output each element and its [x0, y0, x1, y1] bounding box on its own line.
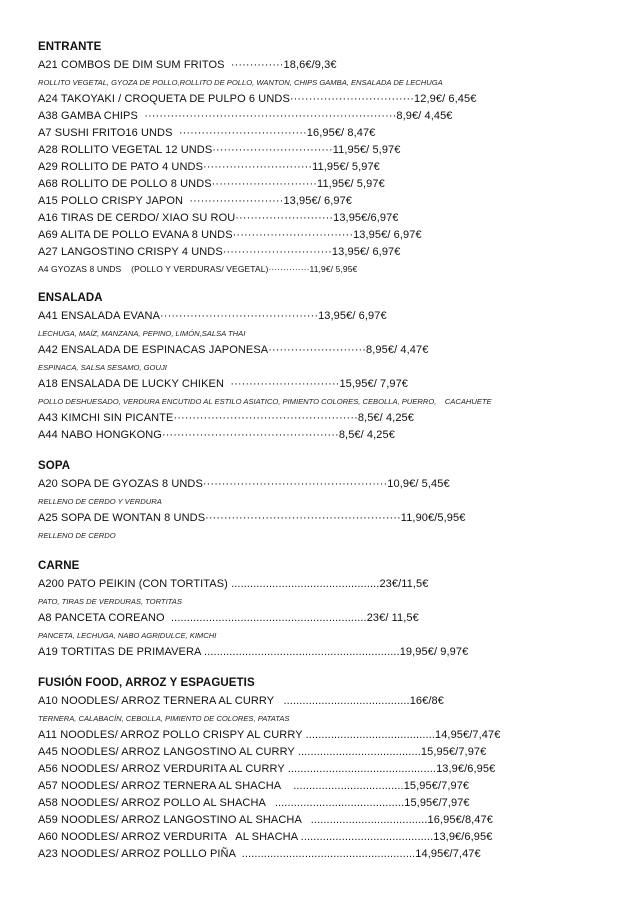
menu-item: A29 ROLLITO DE PATO 4 UNDS·····························11,95€/ 5,97€ — [38, 161, 380, 173]
menu-item: A25 SOPA DE WONTAN 8 UNDS····················································11,90€/5,95€ — [38, 512, 466, 524]
menu-item: A69 ALITA DE POLLO EVANA 8 UNDS································13,95€/ 6,97€ — [38, 229, 422, 241]
menu-item: A56 NOODLES/ ARROZ VERDURITA AL CURRY ...............................................13,9€/6,95€ — [38, 763, 496, 775]
menu-item: A27 LANGOSTINO CRISPY 4 UNDS·····························13,95€/ 6,97€ — [38, 246, 401, 258]
section-fusion-food — [38, 676, 618, 863]
item-description: TERNERA, CALABACÍN, CEBOLLA, PIMIENTO DE COLORES, PATATAS — [38, 714, 290, 723]
section-entrante — [38, 40, 618, 278]
menu-item: A18 ENSALADA DE LUCKY CHIKEN ·····························15,95€/ 7,97€ — [38, 378, 409, 390]
menu-item: A8 PANCETA COREANO ..............................................................23€/ 11,5€ — [38, 612, 419, 624]
item-description: ESPINACA, SALSA SESAMO, GOUJI — [38, 363, 167, 372]
menu-item: A23 NOODLES/ ARROZ POLLLO PIÑA .......................................................14,95€/7,47€ — [38, 848, 481, 860]
menu-item: A16 TIRAS DE CERDO/ XIAO SU ROU··························13,95€/6,97€ — [38, 212, 399, 224]
item-description: RELLENO DE CERDO Y VERDURA — [38, 497, 162, 506]
item-description: ROLLITO VEGETAL, GYOZA DE POLLO,ROLLITO DE POLLO, WANTON, CHIPS GAMBA, ENSALADA DE LECHUGA — [38, 78, 443, 87]
section-carne — [38, 559, 618, 661]
menu-item: A21 COMBOS DE DIM SUM FRITOS ··············18,6€/9,3€ — [38, 59, 337, 71]
menu-item: A10 NOODLES/ ARROZ TERNERA AL CURRY ........................................16€/8€ — [38, 695, 444, 707]
section-ensalada — [38, 291, 618, 444]
item-description: POLLO DESHUESADO, VERDURA ENCUTIDO AL ESTILO ASIATICO, PIMIENTO COLORES, CEBOLLA, PUERRO, CACAHUETE — [38, 397, 492, 406]
menu-item: A57 NOODLES/ ARROZ TERNERA AL SHACHA ...................................15,95€/7,97€ — [38, 780, 470, 792]
item-description: RELLENO DE CERDO — [38, 531, 116, 540]
item-description: LECHUGA, MAÍZ, MANZANA, PEPINO, LIMÓN,SALSA THAI — [38, 329, 246, 338]
menu-item: A4 GYOZAS 8 UNDS (POLLO Y VERDURAS/ VEGETAL)··············11,9€/ 5,95€ — [38, 264, 358, 274]
menu-item: A59 NOODLES/ ARROZ LANGOSTINO AL SHACHA .....................................16,95€/8,47€ — [38, 814, 493, 826]
section-heading: CARNE — [38, 560, 80, 572]
menu-item: A24 TAKOYAKI / CROQUETA DE PULPO 6 UNDS·································12,9€/ 6,45€ — [38, 93, 477, 105]
menu-item: A38 GAMBA CHIPS ···································································8,9€/ 4,45€ — [38, 110, 453, 122]
section-heading: FUSIÓN FOOD, ARROZ Y ESPAGUETIS — [38, 677, 255, 689]
menu-item: A7 SUSHI FRITO16 UNDS ··································16,95€/ 8,47€ — [38, 127, 376, 139]
item-description: PATO, TIRAS DE VERDURAS, TORTITAS — [38, 597, 182, 606]
menu-item: A58 NOODLES/ ARROZ POLLO AL SHACHA .........................................15,95€/7,97€ — [38, 797, 470, 809]
menu-item: A60 NOODLES/ ARROZ VERDURITA AL SHACHA ..........................................13,9€/6,95€ — [38, 831, 493, 843]
menu-item: A15 POLLO CRISPY JAPON ·························13,95€/ 6,97€ — [38, 195, 353, 207]
section-sopa — [38, 459, 618, 544]
menu-item: A45 NOODLES/ ARROZ LANGOSTINO AL CURRY .......................................15,95€/7,97€ — [38, 746, 487, 758]
menu-item: A41 ENSALADA EVANA··········································13,95€/ 6,97€ — [38, 310, 387, 322]
item-description: PANCETA, LECHUGA, NABO AGRIDULCE, KIMCHI — [38, 631, 217, 640]
menu-item: A42 ENSALADA DE ESPINACAS JAPONESA··························8,95€/ 4,47€ — [38, 344, 429, 356]
section-heading: SOPA — [38, 460, 71, 472]
menu-item: A28 ROLLITO VEGETAL 12 UNDS································11,95€/ 5,97€ — [38, 144, 401, 156]
menu-item: A20 SOPA DE GYOZAS 8 UNDS·················································10,9€/ 5,45€ — [38, 478, 450, 490]
section-heading: ENTRANTE — [38, 41, 102, 53]
menu-item: A68 ROLLITO DE POLLO 8 UNDS····························11,95€/ 5,97€ — [38, 178, 385, 190]
menu-item: A43 KIMCHI SIN PICANTE·················································8,5€/ 4,25€ — [38, 412, 414, 424]
section-heading: ENSALADA — [38, 292, 103, 304]
menu-item: A44 NABO HONGKONG···············································8,5€/ 4,25€ — [38, 429, 395, 441]
menu-item: A200 PATO PEIKIN (CON TORTITAS) ...............................................23€/11,5€ — [38, 578, 429, 590]
menu-item: A11 NOODLES/ ARROZ POLLO CRISPY AL CURRY .........................................14,95€/7,47€ — [38, 729, 501, 741]
menu-item: A19 TORTITAS DE PRIMAVERA ..............................................................19,95€/ 9,97€ — [38, 646, 469, 658]
